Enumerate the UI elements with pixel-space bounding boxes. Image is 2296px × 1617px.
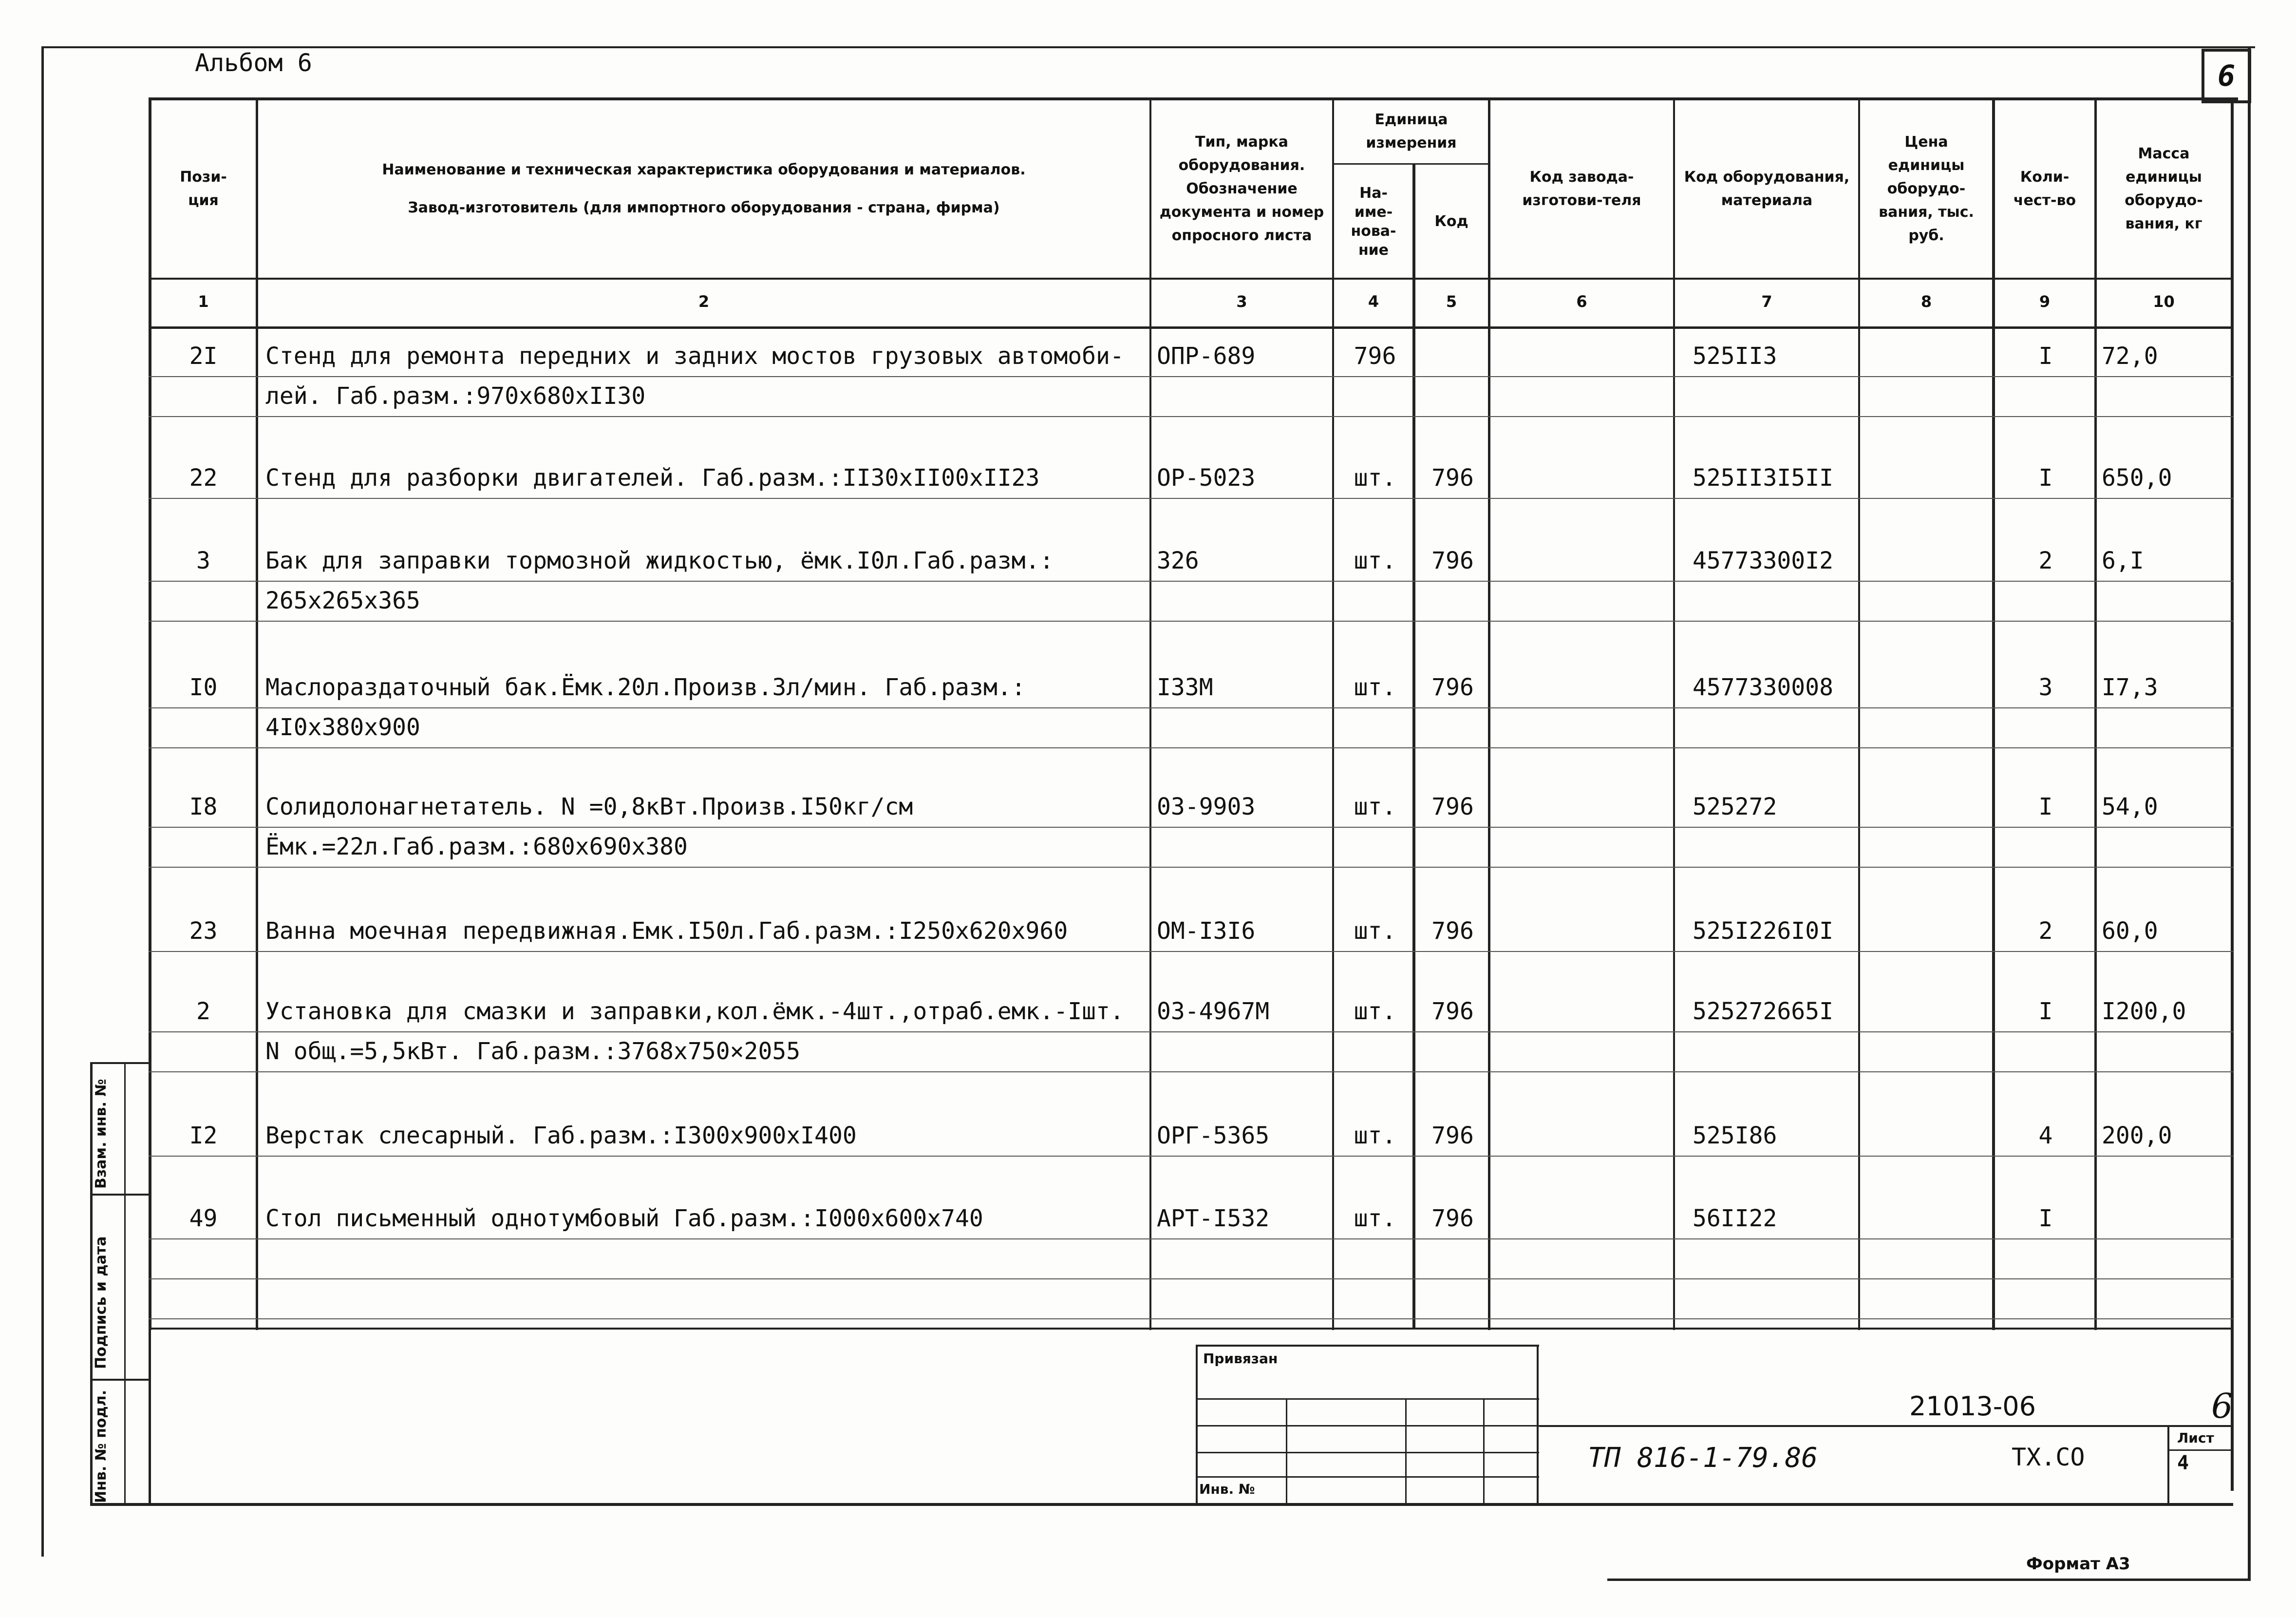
privyazan-line3	[1196, 1452, 1539, 1453]
row-name: Бак для заправки тормозной жидкостью, ёмк.I0л.Габ.разм.:	[265, 547, 1054, 574]
row-name: Верстак слесарный. Габ.разм.:I300х900хI400	[265, 1122, 857, 1149]
document-code: ТП 816-1-79.86	[1588, 1442, 1818, 1474]
frame-left	[41, 46, 44, 1557]
sheet-corner-number: 6	[2202, 49, 2251, 103]
numbers-bottom	[149, 326, 2233, 329]
privyazan-label: Привязан	[1203, 1351, 1278, 1367]
row-position: 3	[196, 547, 210, 574]
row-mass: 650,0	[2102, 464, 2172, 492]
row-mass: 6,I	[2102, 547, 2144, 574]
row-name-cont: 4I0х380х900	[265, 714, 420, 741]
row-name: Стенд для ремонта передних и задних мостов грузовых автомоби-	[265, 342, 1124, 370]
row-mass: 54,0	[2102, 793, 2158, 820]
row-unit: шт.	[1354, 674, 1396, 701]
header-mass: Масса единицы оборудо-вания, кг	[2125, 145, 2203, 232]
table-bottom	[149, 1328, 2233, 1330]
colnum-6: 6	[1576, 292, 1587, 311]
privyazan-line1	[1196, 1398, 1539, 1400]
row-equipment-code: 525II3I5II	[1693, 464, 1833, 492]
frame-bottom	[1607, 1579, 2250, 1581]
row-quantity: I	[2038, 998, 2053, 1025]
row-unit: 796	[1354, 342, 1396, 370]
list-box-line	[2167, 1449, 2233, 1451]
side-strip-sep2	[90, 1379, 149, 1381]
colnum-1: 1	[198, 292, 209, 311]
col-sep-3	[1332, 97, 1334, 1330]
header-unit-name: На- име- нова- ние	[1351, 185, 1396, 259]
header-factory-code: Код завода-изготови-теля	[1522, 168, 1641, 209]
col-sep-2	[1149, 97, 1151, 1330]
corner-number: 6	[2211, 1386, 2233, 1426]
table-right	[2231, 97, 2234, 1491]
row-line	[149, 1156, 2233, 1157]
row-line	[149, 1238, 2233, 1239]
col-sep-7	[1858, 97, 1860, 1330]
row-line	[149, 498, 2233, 499]
row-name-cont: N общ.=5,5кВт. Габ.разм.:3768х750×2055	[265, 1038, 801, 1065]
header-bottom	[149, 278, 2233, 280]
side-strip-mid	[124, 1062, 126, 1505]
header-price: Цена единицы оборудо-вания, тыс. руб.	[1879, 133, 1974, 244]
row-name: Стенд для разборки двигателей. Габ.разм.:II30хII00хII23	[265, 464, 1040, 492]
side-label-signature: Подпись и дата	[93, 1236, 110, 1369]
document-number: 21013-06	[1909, 1391, 2036, 1422]
side-strip-sep1	[90, 1194, 149, 1196]
inv-label: Инв. №	[1199, 1481, 1255, 1497]
list-box-left	[2167, 1425, 2169, 1505]
row-position: I8	[189, 793, 218, 820]
col-sep-9	[2094, 97, 2097, 1330]
list-label: Лист	[2177, 1430, 2214, 1446]
row-unit-code: 796	[1431, 674, 1474, 701]
row-mass: 200,0	[2102, 1122, 2172, 1149]
row-type: I33М	[1157, 674, 1213, 701]
row-position: I2	[189, 1122, 218, 1149]
privyazan-top	[1196, 1345, 1539, 1347]
row-line	[149, 1071, 2233, 1072]
stamp-bottom	[90, 1503, 2233, 1506]
row-type: 03-9903	[1157, 793, 1256, 820]
row-line	[149, 951, 2233, 952]
row-line	[149, 621, 2233, 622]
row-line	[149, 1278, 2233, 1279]
row-quantity: 2	[2038, 547, 2053, 574]
row-position: 23	[189, 917, 218, 945]
frame-right	[2248, 46, 2251, 1581]
row-equipment-code: 4577330008	[1693, 674, 1833, 701]
row-type: ОМ-I3I6	[1157, 917, 1256, 945]
row-type: ОР-5023	[1157, 464, 1256, 492]
row-quantity: I	[2038, 342, 2053, 370]
row-unit: шт.	[1354, 1122, 1396, 1149]
header-name	[258, 100, 1149, 278]
row-position: I0	[189, 674, 218, 701]
row-unit: шт.	[1354, 998, 1396, 1025]
header-equipment-code: Код оборудования, материала	[1684, 168, 1850, 209]
colnum-5: 5	[1446, 292, 1457, 311]
row-unit-code: 796	[1431, 1205, 1474, 1232]
col-sep-6	[1673, 97, 1675, 1330]
row-mass: 60,0	[2102, 917, 2158, 945]
row-name: Установка для смазки и заправки,кол.ёмк.-4шт.,отраб.емк.-Iшт.	[265, 998, 1124, 1025]
row-name: Стол письменный однотумбовый Габ.разм.:I000х600х740	[265, 1205, 983, 1232]
row-unit: шт.	[1354, 464, 1396, 492]
colnum-2: 2	[698, 292, 710, 311]
colnum-7: 7	[1761, 292, 1772, 311]
row-equipment-code: 525I226I0I	[1693, 917, 1833, 945]
row-name: Ванна моечная передвижная.Емк.I50л.Габ.разм.:I250х620х960	[265, 917, 1068, 945]
header-type: Тип, марка оборудования. Обозначение документа и номер опросного листа	[1159, 133, 1324, 244]
album-label: Альбом 6	[195, 49, 312, 77]
col-sep-4	[1412, 163, 1415, 1328]
row-name-cont: лей. Габ.разм.:970х680хII30	[265, 382, 646, 410]
header-position: Пози- ция	[180, 168, 227, 209]
row-line	[149, 867, 2233, 868]
row-line	[149, 707, 2233, 708]
privyazan-line2	[1196, 1425, 1539, 1427]
row-unit-code: 796	[1431, 793, 1474, 820]
row-type: АРТ-I532	[1157, 1205, 1270, 1232]
row-name: Маслораздаточный бак.Ёмк.20л.Произв.3л/мин. Габ.разм.:	[265, 674, 1026, 701]
row-quantity: I	[2038, 464, 2053, 492]
side-label-vzam: Взам. инв. №	[93, 1079, 110, 1189]
row-equipment-code: 525I86	[1693, 1122, 1777, 1149]
row-equipment-code: 45773300I2	[1693, 547, 1833, 574]
side-label-inv-podl: Инв. № подл.	[93, 1389, 110, 1503]
colnum-9: 9	[2039, 292, 2051, 311]
row-unit-code: 796	[1431, 1122, 1474, 1149]
col-sep-8	[1992, 97, 1995, 1330]
row-line	[149, 1318, 2233, 1319]
unit-group-line	[1332, 163, 1488, 165]
row-quantity: I	[2038, 1205, 2053, 1232]
row-unit: шт.	[1354, 917, 1396, 945]
row-unit: шт.	[1354, 1205, 1396, 1232]
row-type: 326	[1157, 547, 1199, 574]
privyazan-line4	[1196, 1476, 1539, 1478]
row-quantity: 4	[2038, 1122, 2053, 1149]
row-position: 2	[196, 998, 210, 1025]
row-position: 49	[189, 1205, 218, 1232]
header-unit-group: Единица измерения	[1366, 111, 1457, 152]
side-strip-top	[90, 1062, 149, 1064]
privyazan-vsep1	[1286, 1398, 1287, 1503]
row-type: ОРГ-5365	[1157, 1122, 1270, 1149]
title-block-top	[1539, 1425, 2233, 1427]
list-number: 4	[2177, 1452, 2189, 1474]
stamp-left	[149, 1328, 151, 1505]
row-unit-code: 796	[1431, 917, 1474, 945]
row-position: 22	[189, 464, 218, 492]
row-equipment-code: 525272	[1693, 793, 1777, 820]
row-mass: I200,0	[2102, 998, 2186, 1025]
header-quantity: Коли-чест-во	[2013, 168, 2076, 209]
header-unit-code: Код	[1434, 213, 1468, 230]
row-unit-code: 796	[1431, 998, 1474, 1025]
header-name-line2: Завод-изготовитель (для импортного оборудования - страна, фирма)	[408, 199, 1000, 216]
colnum-10: 10	[2153, 292, 2175, 311]
row-line	[149, 416, 2233, 417]
row-mass: I7,3	[2102, 674, 2158, 701]
row-unit-code: 796	[1431, 547, 1474, 574]
row-name-cont: Ёмк.=22л.Габ.разм.:680х690х380	[265, 833, 688, 860]
row-name: Солидолонагнетатель. N =0,8кВт.Произв.I50кг/см	[265, 793, 913, 820]
row-type: 03-4967М	[1157, 998, 1270, 1025]
colnum-3: 3	[1236, 292, 1247, 311]
row-name-cont: 265х265х365	[265, 587, 420, 614]
colnum-4: 4	[1368, 292, 1379, 311]
format-label: Формат А3	[2026, 1554, 2130, 1574]
row-position: 2I	[189, 342, 218, 370]
row-quantity: 2	[2038, 917, 2053, 945]
row-line	[149, 747, 2233, 748]
row-equipment-code: 525II3	[1693, 342, 1777, 370]
frame-top	[41, 46, 2255, 48]
row-equipment-code: 525272665I	[1693, 998, 1833, 1025]
row-quantity: I	[2038, 793, 2053, 820]
row-unit-code: 796	[1431, 464, 1474, 492]
privyazan-vsep3	[1483, 1398, 1485, 1503]
header-name-line1: Наименование и техническая характеристика оборудования и материалов.	[382, 161, 1026, 178]
row-unit: шт.	[1354, 547, 1396, 574]
col-sep-1	[256, 97, 258, 1330]
row-quantity: 3	[2038, 674, 2053, 701]
col-sep-5	[1488, 97, 1490, 1330]
row-equipment-code: 56II22	[1693, 1205, 1777, 1232]
row-unit: шт.	[1354, 793, 1396, 820]
privyazan-vsep2	[1405, 1398, 1407, 1503]
row-line	[149, 581, 2233, 582]
row-mass: 72,0	[2102, 342, 2158, 370]
document-mark: ТХ.СО	[2012, 1443, 2085, 1471]
row-type: ОПР-689	[1157, 342, 1256, 370]
colnum-8: 8	[1920, 292, 1932, 311]
